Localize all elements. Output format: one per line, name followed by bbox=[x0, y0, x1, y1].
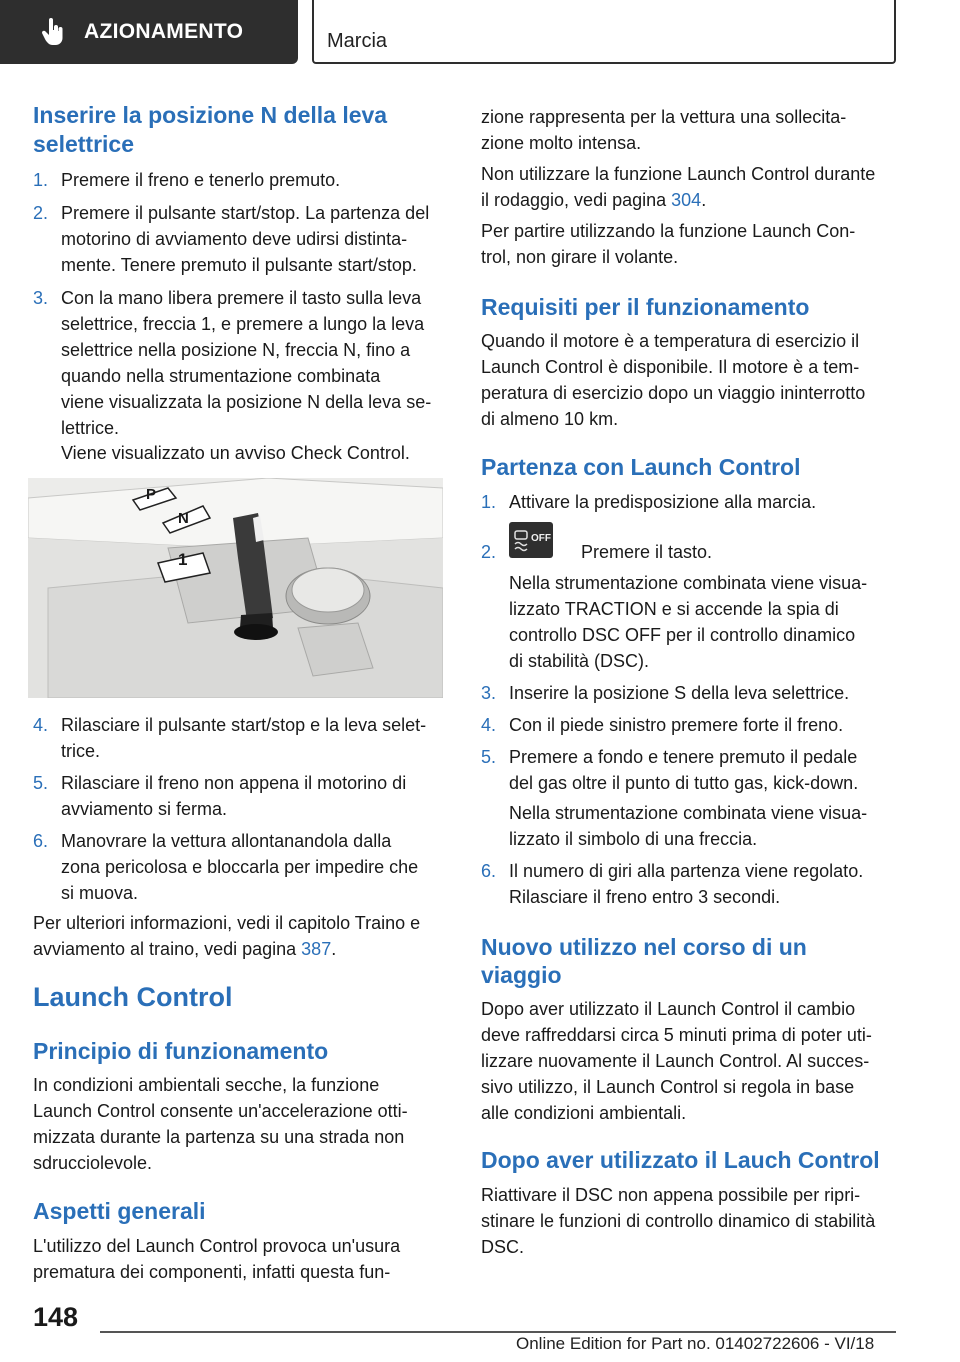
heading-dopo: Dopo aver utilizzato il Lauch Control bbox=[481, 1147, 880, 1173]
step-number: 4. bbox=[33, 715, 49, 735]
arrow-label-p: P bbox=[146, 486, 157, 503]
body-text: trol, non girare il volante. bbox=[481, 247, 679, 267]
step-note: Nella strumentazione combinata viene visua‐ bbox=[509, 573, 868, 593]
step-text: motorino di avviamento deve udirsi distinta‐ bbox=[61, 229, 408, 249]
step-number: 1. bbox=[33, 170, 49, 190]
body-text-with-link bbox=[481, 187, 706, 213]
step-text: Premere il tasto. bbox=[581, 542, 713, 562]
off-label: OFF bbox=[531, 533, 551, 544]
body-text: alle condizioni ambientali. bbox=[481, 1103, 687, 1123]
heading-launch-control: Launch Control bbox=[33, 982, 233, 1012]
step-text: trice. bbox=[61, 741, 101, 761]
step-note: lizzato TRACTION e si accende la spia di bbox=[509, 599, 839, 619]
page-link-304[interactable]: 304 bbox=[671, 190, 702, 210]
step-text: Il numero di giri alla partenza viene regolato. bbox=[509, 861, 864, 881]
step-text: Attivare la predisposizione alla marcia. bbox=[509, 492, 817, 512]
heading-aspetti: Aspetti generali bbox=[33, 1198, 206, 1224]
step-number: 3. bbox=[481, 683, 497, 703]
arrow-label-1: 1 bbox=[178, 550, 188, 569]
step-text: si muova. bbox=[61, 883, 139, 903]
body-text: Per ulteriori informazioni, vedi il capitolo Traino e bbox=[33, 913, 421, 933]
step-text: Rilasciare il freno non appena il motorino di bbox=[61, 773, 407, 793]
step-number: 4. bbox=[481, 715, 497, 735]
step-number: 5. bbox=[481, 747, 497, 767]
step-number: 6. bbox=[481, 861, 497, 881]
body-text: stinare le funzioni di controllo dinamico di stabilità bbox=[481, 1211, 876, 1231]
body-text: deve raffreddarsi circa 5 minuti prima di poter uti‐ bbox=[481, 1025, 872, 1045]
step-text: viene visualizzata la posizione N della leva se‐ bbox=[61, 392, 432, 412]
dsc-off-button-icon bbox=[509, 522, 553, 558]
heading-inserire-1: Inserire la posizione N della leva bbox=[33, 102, 388, 128]
body-text: mizzata durante la partenza su una strada non bbox=[33, 1127, 405, 1147]
step-note: controllo DSC OFF per il controllo dinamico bbox=[509, 625, 856, 645]
heading-partenza: Partenza con Launch Control bbox=[481, 454, 801, 480]
body-text: Launch Control è disponibile. Il motore è a tem‐ bbox=[481, 357, 860, 377]
step-text: del gas oltre il punto di tutto gas, kick-down. bbox=[509, 773, 859, 793]
step-text: zona pericolosa e bloccarla per impedire che bbox=[61, 857, 419, 877]
step-number: 2. bbox=[481, 542, 497, 562]
body-text: lizzare nuovamente il Launch Control. Al succes‐ bbox=[481, 1051, 870, 1071]
heading-principio: Principio di funzionamento bbox=[33, 1038, 329, 1064]
body-text: Non utilizzare la funzione Launch Control durante bbox=[481, 164, 876, 184]
step-text: Manovrare la vettura allontanandola dalla bbox=[61, 831, 392, 851]
footer-divider bbox=[100, 1331, 896, 1333]
body-text: sivo utilizzo, il Launch Control si regola in base bbox=[481, 1077, 855, 1097]
step-number: 6. bbox=[33, 831, 49, 851]
body-text: Riattivare il DSC non appena possibile per ripri‐ bbox=[481, 1185, 861, 1205]
step-text: mente. Tenere premuto il pulsante start/stop. bbox=[61, 255, 417, 275]
step-number: 5. bbox=[33, 773, 49, 793]
body-text: L'utilizzo del Launch Control provoca un'usura bbox=[33, 1236, 401, 1256]
body-text: In condizioni ambientali secche, la funzione bbox=[33, 1075, 380, 1095]
body-text: . bbox=[331, 939, 337, 959]
step-text: Premere il pulsante start/stop. La partenza del bbox=[61, 203, 430, 223]
section-title: Marcia bbox=[327, 30, 388, 52]
step-text: Premere a fondo e tenere premuto il pedale bbox=[509, 747, 858, 767]
body-text: sdrucciolevole. bbox=[33, 1153, 153, 1173]
heading-inserire-2: selettrice bbox=[33, 131, 135, 157]
section-box bbox=[312, 0, 896, 64]
step-note: di stabilità (DSC). bbox=[509, 651, 650, 671]
page-link-387[interactable]: 387 bbox=[301, 939, 332, 959]
step-number: 3. bbox=[33, 288, 49, 308]
chapter-tab bbox=[0, 0, 298, 64]
step-text: selettrice, freccia 1, e premere a lungo la leva bbox=[61, 314, 425, 334]
body-text: di almeno 10 km. bbox=[481, 409, 619, 429]
arrow-label-n: N bbox=[178, 510, 189, 527]
step-text: selettrice nella posizione N, freccia N, fino a bbox=[61, 340, 411, 360]
body-text: Dopo aver utilizzato il Launch Control il cambio bbox=[481, 999, 856, 1019]
heading-requisiti: Requisiti per il funzionamento bbox=[481, 294, 810, 320]
step-text: Rilasciare il freno entro 3 secondi. bbox=[509, 887, 781, 907]
heading-nuovo-1: Nuovo utilizzo nel corso di un bbox=[481, 934, 807, 960]
step-number: 1. bbox=[481, 492, 497, 512]
body-text: Launch Control consente un'accelerazione otti‐ bbox=[33, 1101, 408, 1121]
hand-pointer-icon bbox=[38, 17, 68, 47]
body-text: prematura dei componenti, infatti questa fun‐ bbox=[33, 1262, 391, 1282]
gear-selector-illustration bbox=[28, 478, 443, 698]
body-text: Quando il motore è a temperatura di esercizio il bbox=[481, 331, 860, 351]
body-text: peratura di esercizio dopo un viaggio ininterrotto bbox=[481, 383, 866, 403]
body-text: Per partire utilizzando la funzione Launch Con‐ bbox=[481, 221, 856, 241]
heading-nuovo-2: viaggio bbox=[481, 962, 562, 988]
page-number: 148 bbox=[33, 1302, 79, 1332]
edition-text: Online Edition for Part no. 01402722606 - VI/18 bbox=[516, 1334, 875, 1353]
body-text: . bbox=[701, 190, 707, 210]
step-note: Viene visualizzato un avviso Check Control. bbox=[61, 443, 410, 463]
step-text: avviamento si ferma. bbox=[61, 799, 228, 819]
chapter-title: AZIONAMENTO bbox=[84, 20, 244, 43]
body-text: il rodaggio, vedi pagina bbox=[481, 190, 672, 210]
body-text: DSC. bbox=[481, 1237, 525, 1257]
step-text: Con il piede sinistro premere forte il freno. bbox=[509, 715, 844, 735]
step-text: Inserire la posizione S della leva selettrice. bbox=[509, 683, 850, 703]
body-text: zione molto intensa. bbox=[481, 133, 642, 153]
step-text: Rilasciare il pulsante start/stop e la leva selet‐ bbox=[61, 715, 427, 735]
step-text: quando nella strumentazione combinata bbox=[61, 366, 381, 386]
body-text-with-link bbox=[33, 936, 336, 962]
step-text: lettrice. bbox=[61, 418, 120, 438]
body-text: avviamento al traino, vedi pagina bbox=[33, 939, 302, 959]
body-text: zione rappresenta per la vettura una sollecita‐ bbox=[481, 107, 847, 127]
step-text: Con la mano libera premere il tasto sulla leva bbox=[61, 288, 422, 308]
step-text: Premere il freno e tenerlo premuto. bbox=[61, 170, 341, 190]
step-note: Nella strumentazione combinata viene visua‐ bbox=[509, 803, 868, 823]
step-number: 2. bbox=[33, 203, 49, 223]
step-note: lizzato il simbolo di una freccia. bbox=[509, 829, 758, 849]
